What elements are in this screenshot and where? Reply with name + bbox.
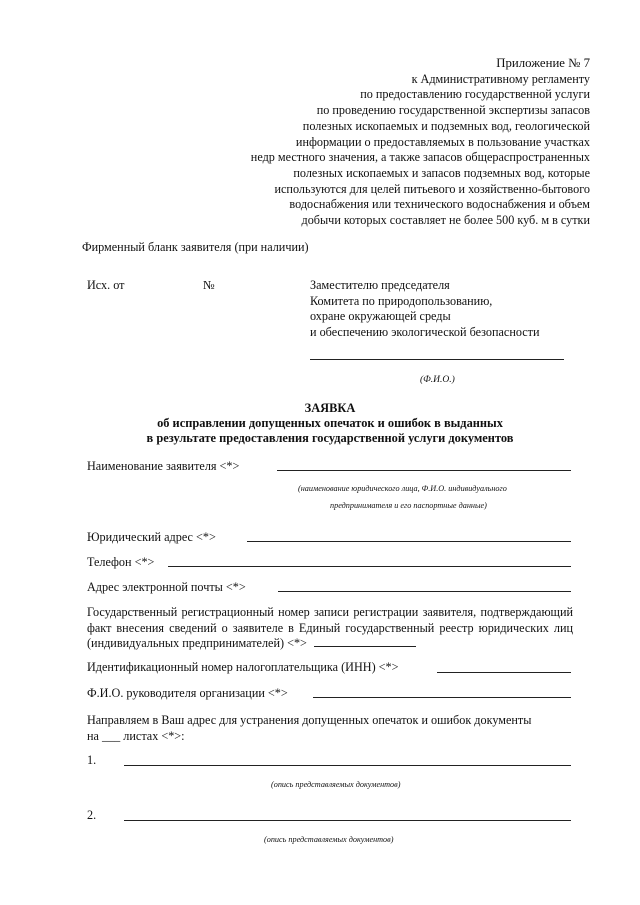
phone-label: Телефон <*>	[87, 555, 155, 569]
appendix-line: информации о предоставляемых в пользование участках	[295, 134, 590, 149]
document-line[interactable]	[124, 820, 571, 821]
appendix-line: используются для целей питьевого и хозяйственно-бытового	[274, 181, 590, 196]
addressee-line: Заместителю председателя	[310, 278, 450, 292]
addressee-line: охране окружающей среды	[310, 309, 451, 324]
document-number: 2.	[87, 808, 97, 822]
send-text: Направляем в Ваш адрес для устранения допущенных опечаток и ошибок документы	[87, 713, 532, 727]
addressee-block	[310, 278, 540, 341]
applicant-caption: (наименование юридического лица, Ф.И.О. индивидуального	[298, 484, 507, 493]
ref-number-label: №	[203, 278, 215, 292]
reg-number-line[interactable]	[314, 636, 416, 647]
legal-address-label: Юридический адрес <*>	[87, 530, 216, 544]
document-caption: (опись представляемых документов)	[264, 835, 394, 844]
appendix-header	[230, 56, 590, 229]
document-number: 1.	[87, 753, 97, 767]
inn-line[interactable]	[437, 672, 571, 673]
send-text-pages: на ___ листах <*>:	[87, 729, 185, 743]
appendix-line: к Административному регламенту	[411, 71, 590, 86]
applicant-caption: предпринимателя и его паспортные данные)	[330, 501, 487, 510]
reg-number-label: Государственный регистрационный номер записи регистрации заявителя, подтверждающий факт внесения сведений о заявителе в Единый государственный реестр юридических лиц (индивидуальных предпринимателей) <*>	[87, 605, 573, 651]
request-title	[60, 401, 600, 446]
document-caption: (опись представляемых документов)	[271, 780, 401, 789]
fio-caption: (Ф.И.О.)	[420, 375, 455, 385]
appendix-line: добычи которых составляет не более 500 куб. м в сутки	[301, 213, 590, 228]
addressee-line: и обеспечению экологической безопасности	[310, 325, 540, 340]
title-line: об исправлении допущенных опечаток и ошибок в выданных	[157, 416, 503, 430]
fio-line	[310, 359, 564, 360]
appendix-line: недр местного значения, а также запасов общераспространенных	[250, 150, 590, 165]
appendix-line: полезных ископаемых и подземных вод, геологической	[302, 118, 590, 133]
appendix-line: по проведению государственной экспертизы запасов	[316, 103, 590, 118]
title-main: ЗАЯВКА	[304, 401, 356, 415]
phone-line[interactable]	[168, 566, 571, 567]
director-label: Ф.И.О. руководителя организации <*>	[87, 686, 288, 700]
inn-label: Идентификационный номер налогоплательщика (ИНН) <*>	[87, 660, 399, 674]
director-line[interactable]	[313, 697, 571, 698]
document-line[interactable]	[124, 765, 571, 766]
outgoing-ref-label: Исх. от	[87, 278, 125, 292]
appendix-line: по предоставлению государственной услуги	[360, 87, 590, 102]
legal-address-line[interactable]	[247, 541, 571, 542]
appendix-title: Приложение № 7	[496, 56, 590, 70]
email-line[interactable]	[278, 591, 571, 592]
appendix-line: водоснабжения или технического водоснабжения и объем	[289, 197, 590, 212]
letterhead-label: Фирменный бланк заявителя (при наличии)	[82, 240, 309, 254]
title-line: в результате предоставления государственной услуги документов	[146, 431, 514, 445]
addressee-line: Комитета по природопользованию,	[310, 293, 493, 308]
appendix-line: полезных ископаемых и запасов подземных вод, которые	[293, 165, 590, 180]
email-label: Адрес электронной почты <*>	[87, 580, 246, 594]
reg-number-paragraph	[87, 605, 573, 652]
applicant-name-label: Наименование заявителя <*>	[87, 459, 240, 473]
applicant-name-line[interactable]	[277, 470, 571, 471]
